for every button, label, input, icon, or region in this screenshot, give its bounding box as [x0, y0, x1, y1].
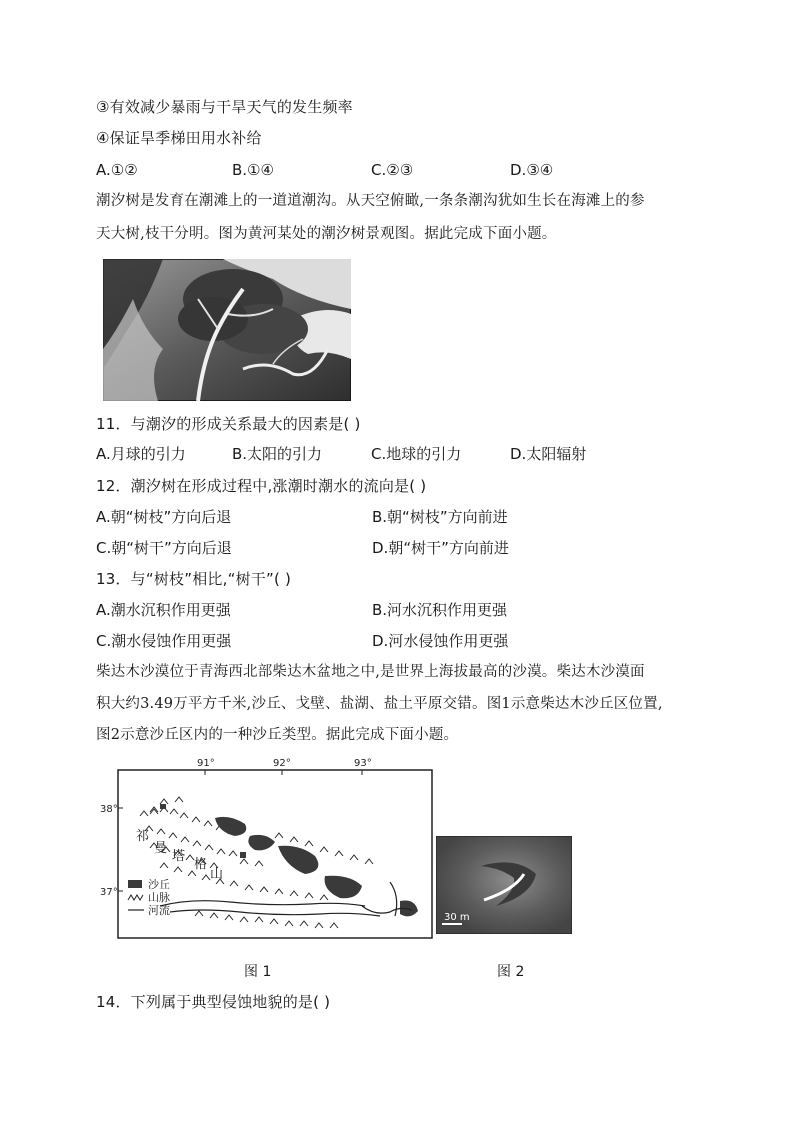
- lon-93: 93°: [354, 758, 372, 769]
- q13-option-d[interactable]: D.河水侵蚀作用更强: [372, 632, 509, 650]
- q12-option-b[interactable]: B.朝“树枝”方向前进: [372, 508, 508, 526]
- q11-option-d[interactable]: D.太阳辐射: [510, 445, 587, 463]
- figure2-caption: 图 2: [497, 964, 525, 980]
- mountain-char-5: 山: [210, 867, 224, 882]
- q13-option-c[interactable]: C.潮水侵蚀作用更强: [96, 632, 232, 650]
- qaidam-map: [100, 756, 436, 942]
- passage2-line1: 柴达木沙漠位于青海西北部柴达木盆地之中,是世界上海拔最高的沙漠。柴达木沙漠面: [96, 664, 645, 680]
- q13-options-row2: [96, 631, 696, 651]
- lon-92: 92°: [273, 758, 291, 769]
- q12-option-d[interactable]: D.朝“树干”方向前进: [372, 539, 509, 557]
- legend-river: 河流: [148, 904, 170, 917]
- legend-mountain: 山脉: [148, 891, 170, 904]
- map-svg: [100, 756, 436, 942]
- q12-options-row1: [96, 507, 696, 527]
- q14-stem: 14．下列属于典型侵蚀地貌的是( ): [96, 993, 331, 1011]
- lat-37: 37°: [100, 887, 118, 898]
- q13-stem: 13．与“树枝”相比,“树干”( ): [96, 570, 292, 588]
- figure1-caption: 图 1: [244, 964, 272, 980]
- dune-photo: [436, 836, 572, 934]
- statement-3: ③有效减少暴雨与干旱天气的发生频率: [96, 98, 353, 116]
- q12-stem: 12．潮汐树在形成过程中,涨潮时潮水的流向是( ): [96, 477, 427, 495]
- mountain-char-2: 曼: [154, 841, 168, 856]
- tidal-tree-image: [103, 259, 351, 401]
- scale-label: 30 m: [444, 912, 470, 923]
- option-a[interactable]: A.①②: [96, 161, 138, 179]
- q13-options-row1: [96, 600, 696, 620]
- q13-option-b[interactable]: B.河水沉积作用更强: [372, 601, 508, 619]
- passage2-line2: 积大约3.49万平方千米,沙丘、戈壁、盐湖、盐土平原交错。图1示意柴达木沙丘区位置,: [96, 696, 663, 712]
- option-b[interactable]: B.①④: [232, 161, 274, 179]
- q11-option-c[interactable]: C.地球的引力: [371, 445, 462, 463]
- lat-38: 38°: [100, 804, 118, 815]
- mountain-char-4: 格: [194, 857, 208, 872]
- q13-option-a[interactable]: A.潮水沉积作用更强: [96, 601, 231, 619]
- statement-4: ④保证旱季梯田用水补给: [96, 129, 262, 147]
- q11-options: [96, 444, 696, 464]
- q11-stem: 11．与潮汐的形成关系最大的因素是( ): [96, 415, 361, 433]
- mountain-char-1: 祁: [136, 829, 150, 844]
- option-c[interactable]: C.②③: [371, 161, 414, 179]
- passage1-line2: 天大树,枝干分明。图为黄河某处的潮汐树景观图。据此完成下面小题。: [96, 226, 557, 242]
- q12-options-row2: [96, 538, 696, 558]
- lon-91: 91°: [197, 758, 215, 769]
- tidal-tree-photo: [103, 259, 351, 401]
- prev-options: [96, 160, 696, 180]
- option-d[interactable]: D.③④: [510, 161, 554, 179]
- q11-option-b[interactable]: B.太阳的引力: [232, 445, 323, 463]
- q11-option-a[interactable]: A.月球的引力: [96, 445, 186, 463]
- q12-option-c[interactable]: C.朝“树干”方向后退: [96, 539, 232, 557]
- passage1-line1: 潮汐树是发育在潮滩上的一道道潮沟。从天空俯瞰,一条条潮沟犹如生长在海滩上的参: [96, 193, 645, 209]
- q12-option-a[interactable]: A.朝“树枝”方向后退: [96, 508, 232, 526]
- passage2-line3: 图2示意沙丘区内的一种沙丘类型。据此完成下面小题。: [96, 727, 459, 743]
- mountain-char-3: 塔: [172, 849, 186, 864]
- legend-dune: 沙丘: [148, 878, 170, 891]
- dune-photo-svg: [436, 836, 572, 934]
